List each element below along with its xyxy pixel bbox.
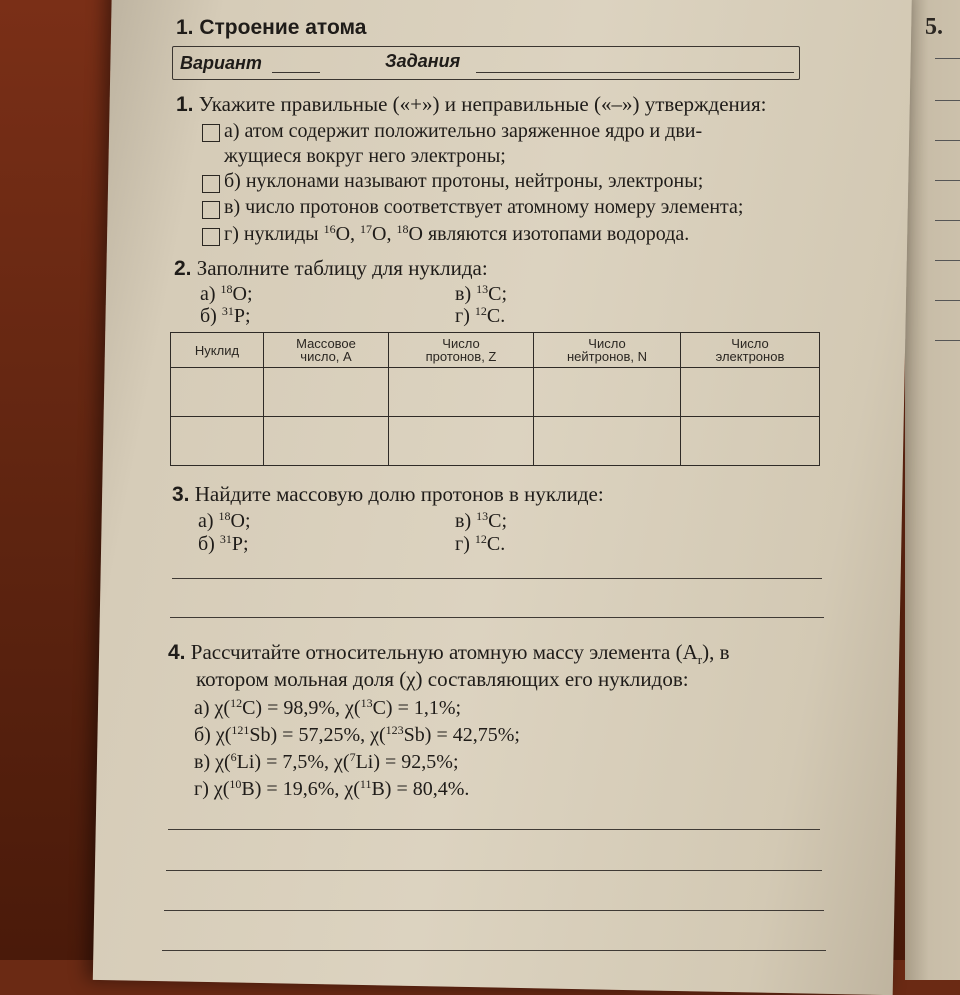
- option-letter: б): [198, 533, 215, 555]
- formula-text: χ(: [214, 697, 231, 719]
- q3-option-b: [198, 533, 249, 556]
- q4-option-g: [194, 778, 469, 801]
- mass-number: 10: [229, 777, 242, 791]
- option-letter: в): [194, 751, 211, 773]
- tasks-label: Задания: [385, 51, 461, 71]
- question-4-cont: котором мольная доля (χ) составляющих его нуклидов:: [196, 667, 689, 691]
- statement-text: нуклиды: [243, 223, 324, 245]
- formula-text: Li) = 92,5%;: [355, 751, 459, 773]
- header-line: протонов, Z: [425, 349, 497, 364]
- question-4-text-end: ), в: [702, 640, 730, 664]
- statement-text: число протонов соответствует атомному номеру элемента;: [245, 196, 744, 218]
- statement-1d: [224, 223, 689, 246]
- option-letter: а): [198, 510, 214, 532]
- formula-text: Sb) = 42,75%;: [403, 724, 520, 746]
- mass-number: 7: [349, 750, 356, 764]
- formula-text: B) = 80,4%.: [371, 778, 470, 800]
- header-line: Число: [731, 336, 769, 351]
- q3-option-a: [198, 510, 251, 533]
- table-cell[interactable]: [534, 417, 681, 466]
- mass-number: 18: [396, 222, 409, 236]
- variant-box: [172, 46, 800, 80]
- mass-number: 16: [323, 222, 336, 236]
- mass-number: 18: [218, 509, 231, 523]
- question-4-number: 4.: [168, 641, 186, 664]
- mass-number: 123: [385, 723, 404, 737]
- question-3-text: Найдите массовую долю протонов в нуклиде:: [194, 482, 604, 506]
- checkbox-1c[interactable]: [202, 201, 220, 219]
- statement-1c: [224, 196, 743, 219]
- table-header-row: [171, 333, 820, 368]
- question-1-text: Укажите правильные («+») и неправильные («–») утверждения:: [198, 92, 767, 116]
- formula-text: Sb) = 57,25%, χ(: [249, 724, 386, 746]
- table-cell[interactable]: [171, 417, 264, 466]
- mass-number: 13: [360, 696, 373, 710]
- option-letter: г): [455, 533, 470, 555]
- mass-number: 13: [476, 509, 489, 523]
- q4-option-v: [194, 751, 459, 774]
- answer-line[interactable]: [168, 829, 820, 830]
- element-symbol: C.: [486, 533, 506, 555]
- mass-number: 17: [360, 222, 373, 236]
- statement-1a: [224, 120, 702, 143]
- table-cell[interactable]: [534, 368, 681, 417]
- mass-number: 13: [476, 282, 489, 296]
- checkbox-1b[interactable]: [202, 175, 220, 193]
- question-3: [172, 482, 604, 507]
- element-symbol: C;: [488, 283, 508, 305]
- header-electrons: [681, 333, 820, 368]
- header-neutrons: [534, 333, 681, 368]
- option-letter: б): [194, 724, 211, 746]
- formula-text: χ(: [215, 751, 231, 773]
- question-4: [168, 640, 730, 668]
- answer-line[interactable]: [164, 910, 824, 911]
- header-protons: [389, 333, 534, 368]
- formula-text: B) = 19,6%, χ(: [241, 778, 360, 800]
- option-letter: в): [455, 283, 472, 305]
- section-title-text: Строение атома: [199, 16, 367, 39]
- variant-label: Вариант: [180, 53, 262, 73]
- checkbox-1d[interactable]: [202, 228, 220, 246]
- header-line: число, A: [300, 349, 352, 364]
- question-1-number: 1.: [176, 93, 194, 116]
- nuclide-option-a: [200, 283, 253, 306]
- header-mass-number: [264, 333, 389, 368]
- statement-1b: [224, 170, 703, 193]
- mass-number: 12: [474, 304, 487, 318]
- table-cell[interactable]: [171, 368, 264, 417]
- table-cell[interactable]: [681, 368, 820, 417]
- question-2-text: Заполните таблицу для нуклида:: [196, 256, 488, 280]
- mass-number: 31: [219, 532, 232, 546]
- option-letter: б): [200, 305, 217, 327]
- element-symbol: C;: [488, 510, 508, 532]
- section-number: 1.: [176, 16, 194, 39]
- subscript: r: [697, 652, 703, 668]
- nuclide-option-v: [455, 283, 507, 306]
- mass-number: 12: [474, 532, 487, 546]
- option-letter: г): [455, 305, 470, 327]
- element-symbol: P;: [231, 533, 249, 555]
- tasks-blank[interactable]: [476, 72, 794, 73]
- question-4-text: Рассчитайте относительную атомную массу элемента (A: [190, 640, 698, 664]
- section-title: [176, 16, 366, 40]
- element-symbol: C.: [486, 305, 506, 327]
- table-cell[interactable]: [681, 417, 820, 466]
- question-2-number: 2.: [174, 257, 192, 280]
- element-symbol: O,: [335, 223, 361, 245]
- statement-text: O являются изотопами водорода.: [408, 223, 690, 245]
- statement-1a-cont: жущиеся вокруг него электроны;: [224, 145, 506, 167]
- header-line: Число: [442, 336, 480, 351]
- answer-line[interactable]: [172, 578, 822, 579]
- statement-text: нуклонами называют протоны, нейтроны, электроны;: [245, 170, 704, 192]
- statement-letter: б): [224, 170, 241, 192]
- mass-number: 18: [220, 282, 233, 296]
- header-line: электронов: [715, 349, 785, 364]
- checkbox-1a[interactable]: [202, 124, 220, 142]
- table-cell[interactable]: [264, 368, 389, 417]
- nuclide-option-b: [200, 305, 251, 328]
- answer-line[interactable]: [166, 870, 822, 871]
- option-letter: в): [455, 510, 472, 532]
- q4-option-b: [194, 724, 520, 747]
- formula-text: C) = 98,9%, χ(: [242, 697, 361, 719]
- statement-letter: а): [224, 120, 240, 142]
- mass-number: 11: [359, 777, 372, 791]
- table-row: [171, 417, 820, 466]
- header-line: Массовое: [296, 336, 356, 351]
- header-line: нейтронов, N: [566, 349, 647, 364]
- next-page-number: 5.: [925, 14, 943, 40]
- mass-number: 12: [230, 696, 243, 710]
- answer-line[interactable]: [170, 617, 824, 618]
- mass-number: 6: [230, 750, 237, 764]
- statement-text: атом содержит положительно заряженное ядро и дви-: [244, 120, 703, 142]
- element-symbol: P;: [233, 305, 251, 327]
- formula-text: Li) = 7,5%, χ(: [236, 751, 350, 773]
- element-symbol: O,: [372, 223, 397, 245]
- option-letter: а): [200, 283, 216, 305]
- table-cell[interactable]: [389, 417, 534, 466]
- mass-number: 31: [221, 304, 234, 318]
- question-1: [176, 92, 767, 117]
- question-2: [174, 256, 488, 281]
- formula-text: C) = 1,1%;: [372, 697, 462, 719]
- table-cell[interactable]: [264, 417, 389, 466]
- statement-letter: г): [224, 223, 239, 245]
- header-nuclide: [171, 333, 264, 368]
- q3-option-g: [455, 533, 505, 556]
- nuclide-option-g: [455, 305, 505, 328]
- q4-option-a: [194, 697, 461, 720]
- mass-number: 121: [231, 723, 250, 737]
- formula-text: χ(: [213, 778, 230, 800]
- table-row: [171, 368, 820, 417]
- element-symbol: O;: [232, 283, 253, 305]
- q3-option-v: [455, 510, 507, 533]
- header-line: Нуклид: [194, 342, 240, 358]
- option-letter: а): [194, 697, 210, 719]
- statement-letter: в): [224, 196, 241, 218]
- header-line: Число: [588, 336, 626, 351]
- option-letter: г): [194, 778, 209, 800]
- variant-blank[interactable]: [272, 72, 320, 73]
- question-3-number: 3.: [172, 483, 190, 506]
- nuclide-table: [170, 332, 820, 466]
- formula-text: χ(: [215, 724, 232, 746]
- element-symbol: O;: [230, 510, 251, 532]
- table-cell[interactable]: [389, 368, 534, 417]
- answer-line[interactable]: [162, 950, 826, 951]
